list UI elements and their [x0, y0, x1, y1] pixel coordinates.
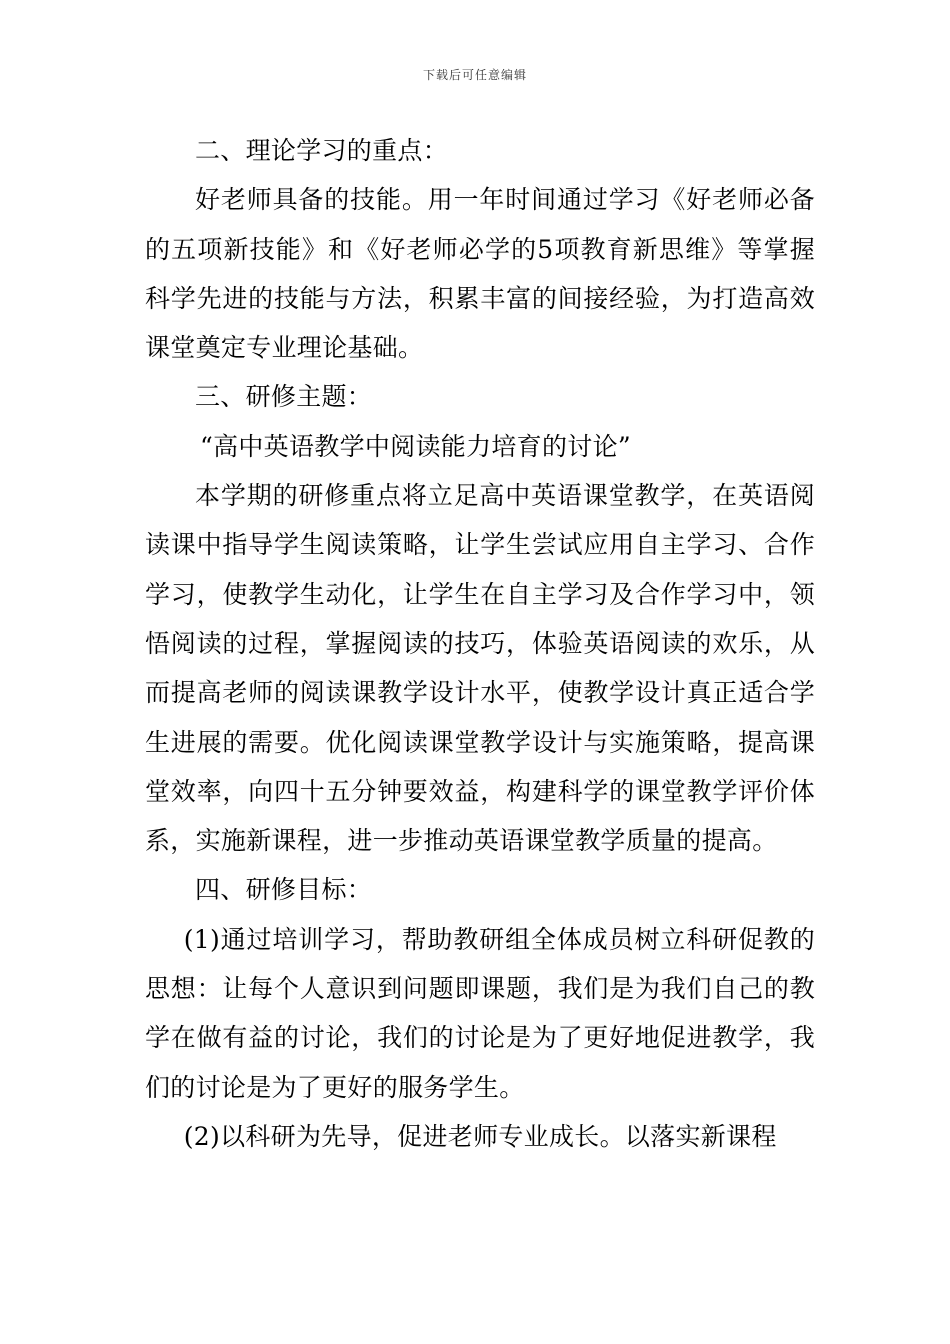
paragraph-teacher-skills: 好老师具备的技能。用一年时间通过学习《好老师必备的五项新技能》和《好老师必学的5项教育新思维》等掌握科学先进的技能与方法，积累丰富的间接经验，为打造高效课堂奠定专业理论基础。 [145, 185, 815, 363]
heading-theory-focus: 二、理论学习的重点： [195, 136, 449, 165]
goal-item-2: (2)以科研为先导，促进老师专业成长。以落实新课程 [183, 1121, 777, 1151]
header-note: 下载后可任意编辑 [422, 68, 527, 82]
document-body [145, 126, 815, 1161]
paragraph-semester-focus: 本学期的研修重点将立足高中英语课堂教学，在英语阅读课中指导学生阅读策略，让学生尝试应用自主学习、合作学习，使教学生动化，让学生在自主学习及合作学习中，领悟阅读的过程，掌握阅读的技巧，体验英语阅读的欢乐，从而提高老师的阅读课教学设计水平，使教学设计真正适合学生进展的需要。优化阅读课堂教学设计与实施策略，提高课堂效率，向四十五分钟要效益，构建科学的课堂教学评价体系，实施新课程，进一步推动英语课堂教学质量的提高。 [145, 481, 815, 856]
heading-research-theme: 三、研修主题： [195, 382, 373, 412]
goal-item-1: (1)通过培训学习，帮助教研组全体成员树立科研促教的思想：让每个人意识到问题即课题，我们是为我们自己的教学在做有益的讨论，我们的讨论是为了更好地促进教学，我们的讨论是为了更好的服务学生。 [145, 924, 815, 1102]
heading-research-goals: 四、研修目标： [195, 875, 373, 905]
research-theme-title: “高中英语教学中阅读能力培育的讨论” [200, 431, 631, 461]
